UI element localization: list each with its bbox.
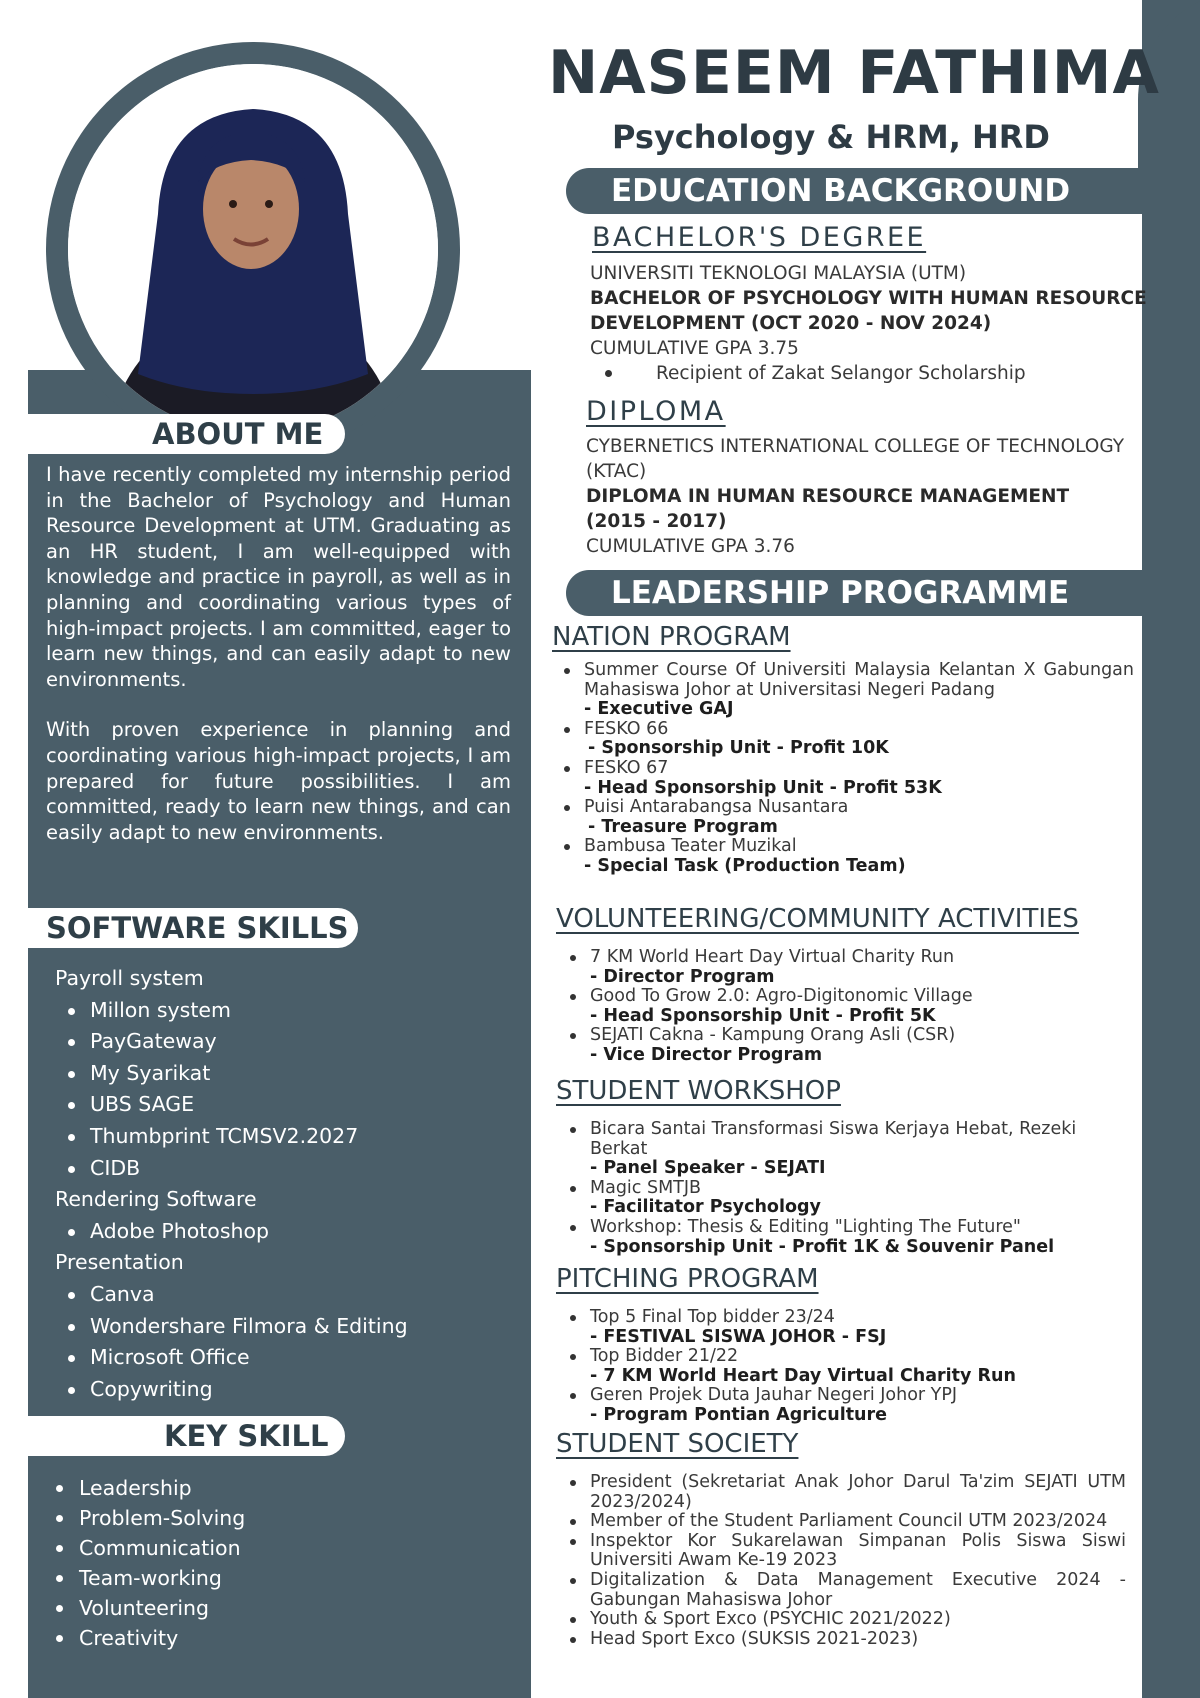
list-item: Top Bidder 21/22	[560, 1347, 1132, 1367]
list-item: 7 KM World Heart Day Virtual Charity Run	[560, 948, 1132, 968]
role-text: - Panel Speaker - SEJATI	[590, 1158, 826, 1179]
program: BACHELOR OF PSYCHOLOGY WITH HUMAN RESOURCE DEVELOPMENT (OCT 2020 - NOV 2024)	[590, 288, 1147, 334]
list-item: Team-working	[52, 1563, 492, 1593]
list-item: Workshop: Thesis & Editing "Lighting The Future"	[560, 1218, 1132, 1238]
workshop-heading: STUDENT WORKSHOP	[556, 1076, 841, 1106]
key-skill-heading	[28, 1416, 345, 1456]
key-skill-list	[52, 1473, 492, 1653]
skill-category: Presentation	[55, 1250, 184, 1275]
role-text: - Treasure Program	[588, 816, 778, 837]
institution: UNIVERSITI TEKNOLOGI MALAYSIA (UTM)	[590, 263, 967, 284]
list-item: Summer Course Of Universiti Malaysia Kelantan X Gabungan Mahasiswa Johor at Universitasi Negeri Padang	[554, 661, 1134, 700]
leadership-heading-text: LEADERSHIP PROGRAMME	[611, 575, 1070, 611]
role-text: - Head Sponsorship Unit - Profit 5K	[590, 1005, 936, 1026]
right-decor-strip	[1142, 0, 1200, 1698]
about-paragraph: I have recently completed my internship period in the Bachelor of Psychology and Human Resource Development at UTM. Graduating as an HR student, I am well-equipped with knowledge and practice in payroll, as well as in planning and coordinating various types of high-impact projects. I am committed, eager to learn new things, and can easily adapt to new environments.	[46, 463, 511, 691]
list-item: Leadership	[52, 1473, 492, 1503]
bachelor-heading: BACHELOR'S DEGREE	[592, 222, 927, 253]
society-list	[560, 1473, 1126, 1649]
list-item: CIDB	[55, 1153, 515, 1185]
skill-category: Payroll system	[55, 966, 204, 990]
about-text	[46, 462, 511, 870]
institution: CYBERNETICS INTERNATIONAL COLLEGE OF TECHNOLOGY (KTAC)	[586, 436, 1125, 482]
software-skill-list	[55, 963, 515, 1405]
diploma-details	[586, 434, 1134, 559]
society-heading: STUDENT SOCIETY	[556, 1429, 799, 1459]
gpa: CUMULATIVE GPA 3.76	[586, 536, 795, 557]
bullet-icon	[605, 370, 612, 377]
list-item: Good To Grow 2.0: Agro-Digitonomic Village	[560, 987, 1132, 1007]
profile-photo	[68, 64, 438, 434]
list-item: Creativity	[52, 1623, 492, 1653]
list-item: Bambusa Teater Muzikal	[554, 837, 1134, 857]
role-text: - Vice Director Program	[590, 1044, 823, 1065]
key-skill-heading-text: KEY SKILL	[164, 1419, 329, 1453]
leadership-heading	[566, 570, 1142, 616]
avatar-illustration	[68, 64, 438, 434]
role-text: - Facilitator Psychology	[590, 1197, 821, 1218]
list-item: Canva	[55, 1279, 515, 1311]
award-text: Recipient of Zakat Selangor Scholarship	[656, 363, 1026, 384]
diploma-heading: DIPLOMA	[586, 396, 726, 427]
list-item: Copywriting	[55, 1374, 515, 1406]
about-heading-text: ABOUT ME	[152, 417, 324, 451]
person-title: Psychology & HRM, HRD	[612, 118, 1050, 156]
gpa: CUMULATIVE GPA 3.75	[590, 338, 799, 359]
list-item: FESKO 66	[554, 720, 1134, 740]
list-item: Millon system	[55, 995, 515, 1027]
volunteering-heading: VOLUNTEERING/COMMUNITY ACTIVITIES	[556, 904, 1079, 934]
list-item: Youth & Sport Exco (PSYCHIC 2021/2022)	[560, 1610, 1126, 1630]
role-text: - Special Task (Production Team)	[584, 855, 906, 876]
list-item: UBS SAGE	[55, 1089, 515, 1121]
nation-list	[554, 661, 1134, 877]
role-text: - Sponsorship Unit - Profit 1K & Souvenir Panel	[590, 1236, 1055, 1257]
list-item: Thumbprint TCMSV2.2027	[55, 1121, 515, 1153]
role-text: - Head Sponsorship Unit - Profit 53K	[584, 777, 942, 798]
list-item: Digitalization & Data Management Executive 2024 - Gabungan Mahasiswa Johor	[560, 1571, 1126, 1610]
list-item: Adobe Photoshop	[55, 1216, 515, 1248]
list-item: Top 5 Final Top bidder 23/24	[560, 1308, 1132, 1328]
role-text: - Executive GAJ	[584, 699, 734, 720]
software-heading	[28, 908, 358, 948]
role-text: - FESTIVAL SISWA JOHOR - FSJ	[590, 1326, 887, 1347]
list-item: SEJATI Cakna - Kampung Orang Asli (CSR)	[560, 1026, 1132, 1046]
pitching-list	[560, 1308, 1132, 1426]
list-item: PayGateway	[55, 1026, 515, 1058]
list-item: Magic SMTJB	[560, 1179, 1132, 1199]
list-item: Inspektor Kor Sukarelawan Simpanan Polis Siswa Siswi Universiti Awam Ke-19 2023	[560, 1532, 1126, 1571]
list-item: FESKO 67	[554, 759, 1134, 779]
education-heading	[566, 168, 1142, 214]
list-item: Member of the Student Parliament Council UTM 2023/2024	[560, 1512, 1126, 1532]
list-item: President (Sekretariat Anak Johor Darul Ta'zim SEJATI UTM 2023/2024)	[560, 1473, 1126, 1512]
program: DIPLOMA IN HUMAN RESOURCE MANAGEMENT (2015 - 2017)	[586, 486, 1070, 532]
list-item: Geren Projek Duta Jauhar Negeri Johor YPJ	[560, 1386, 1132, 1406]
list-item: Puisi Antarabangsa Nusantara	[554, 798, 1134, 818]
education-heading-text: EDUCATION BACKGROUND	[611, 173, 1071, 209]
role-text: - 7 KM World Heart Day Virtual Charity Run	[590, 1365, 1016, 1386]
list-item: Head Sport Exco (SUKSIS 2021-2023)	[560, 1630, 1126, 1650]
role-text: - Director Program	[590, 966, 775, 987]
pitching-heading: PITCHING PROGRAM	[556, 1264, 819, 1294]
workshop-list	[560, 1120, 1132, 1257]
list-item: Bicara Santai Transformasi Siswa Kerjaya Hebat, Rezeki Berkat	[560, 1120, 1132, 1159]
award-item	[590, 361, 1150, 386]
software-heading-text: SOFTWARE SKILLS	[46, 911, 349, 945]
list-item: Communication	[52, 1533, 492, 1563]
list-item: Volunteering	[52, 1593, 492, 1623]
volunteering-list	[560, 948, 1132, 1066]
bachelor-details	[590, 261, 1150, 386]
role-text: - Program Pontian Agriculture	[590, 1404, 888, 1425]
skill-category: Rendering Software	[55, 1187, 257, 1212]
person-name: NASEEM FATHIMA	[548, 38, 1160, 108]
role-text: - Sponsorship Unit - Profit 10K	[588, 738, 889, 759]
about-heading	[28, 414, 345, 454]
list-item: Problem-Solving	[52, 1503, 492, 1533]
list-item: My Syarikat	[55, 1058, 515, 1090]
list-item: Wondershare Filmora & Editing	[55, 1311, 515, 1343]
list-item: Microsoft Office	[55, 1342, 515, 1374]
nation-heading: NATION PROGRAM	[552, 622, 791, 652]
about-paragraph: With proven experience in planning and coordinating various high-impact projects, I am prepared for future possibilities. I am committed, ready to learn new things, and can easily adapt to new environments.	[46, 718, 511, 844]
